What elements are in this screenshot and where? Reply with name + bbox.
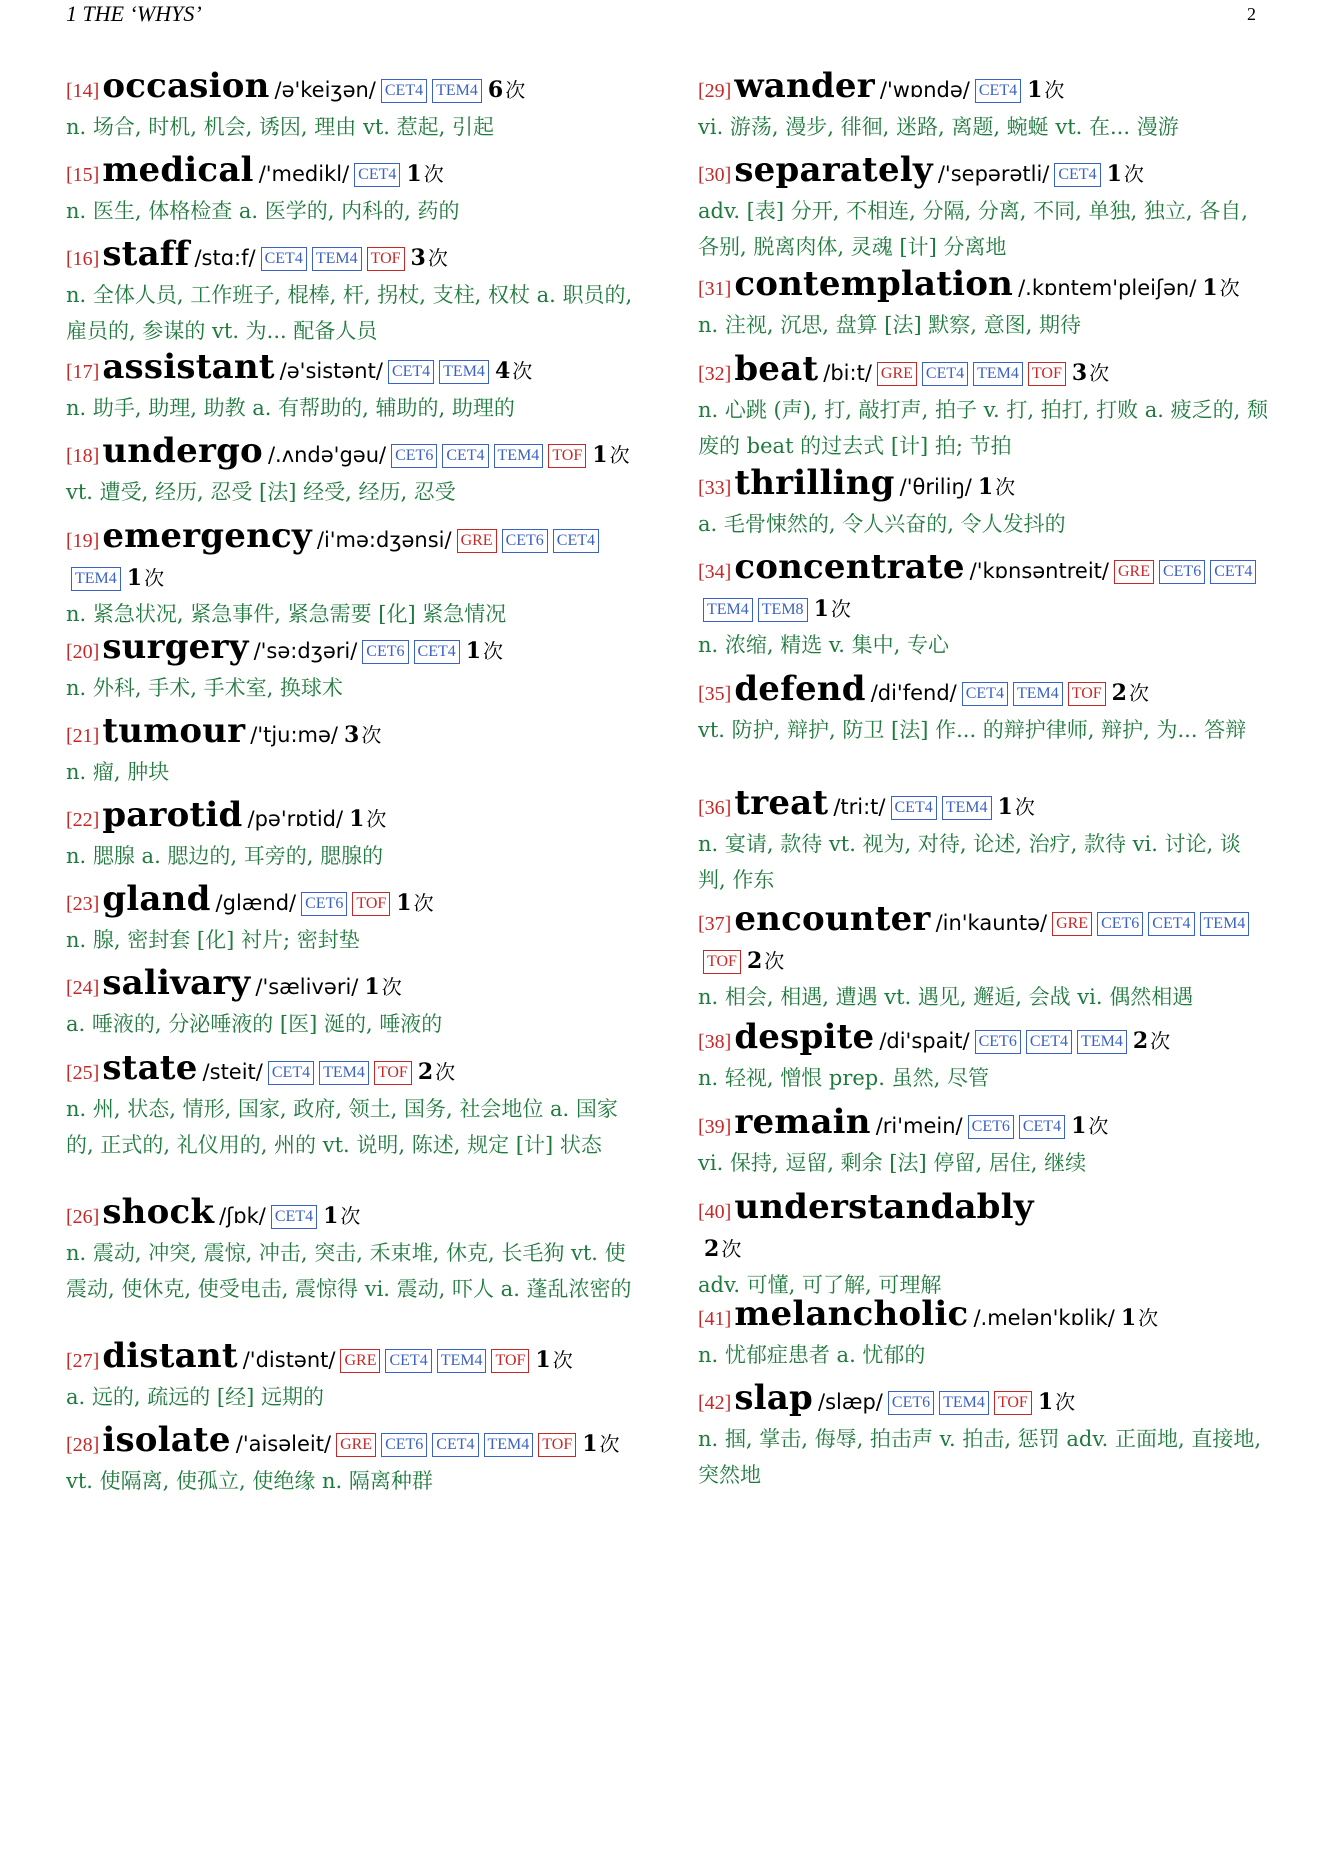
phonetic: /'sə:dʒəri/ [253,639,358,663]
entry-index: [16] [66,248,100,270]
entry-index: [19] [66,530,100,552]
entry-index: [41] [698,1308,732,1330]
definition: a. 毛骨悚然的, 令人兴奋的, 令人发抖的 [698,512,1066,536]
definition: n. 医生, 体格检查 a. 医学的, 内科的, 药的 [66,199,460,223]
entry-headline [698,152,1268,193]
exam-tag: GRE [457,529,497,553]
page-number: 2 [1247,3,1256,24]
frequency-count: 1 [1202,275,1218,301]
exam-tag: CET6 [975,1030,1021,1054]
phonetic: /'wɒndə/ [879,78,970,102]
phonetic: /steit/ [202,1060,263,1084]
exam-tag: TOF [703,950,741,974]
frequency-unit: 次 [1128,681,1149,705]
running-title: 1 THE ‘WHYS’ [66,1,202,26]
entry-headline [66,349,636,390]
exam-tag: TEM4 [432,79,482,103]
entry-headline [698,68,1268,109]
definition: n. 注视, 沉思, 盘算 [法] 默察, 意图, 期待 [698,313,1082,337]
definition: n. 震动, 冲突, 震惊, 冲击, 突击, 禾束堆, 休克, 长毛狗 vt. 使震动, 使休克, 使受电击, 震惊得 vi. 震动, 吓人 a. 蓬乱浓密的 [66,1241,632,1301]
definition: n. 浓缩, 精选 v. 集中, 专心 [698,633,949,657]
exam-tag: TOF [374,1061,412,1085]
entry-index: [21] [66,725,100,747]
vocab-entry [698,1189,1268,1303]
exam-tag: CET6 [381,1433,427,1457]
entry-index: [40] [698,1201,732,1223]
definition: adv. [表] 分开, 不相连, 分隔, 分离, 不同, 单独, 独立, 各自, 各别, 脱离肉体, 灵魂 [计] 分离地 [698,199,1248,259]
frequency-unit: 次 [340,1204,361,1228]
entry-headline [66,1338,636,1379]
exam-tag: TOF [1028,362,1066,386]
entry-headline [698,785,1268,826]
vocab-entry [698,465,1268,542]
entry-index: [37] [698,913,732,935]
frequency-unit: 次 [599,1432,620,1456]
exam-tag: CET4 [271,1205,317,1229]
headword: remain [734,1102,871,1142]
headword: tumour [102,711,246,751]
phonetic: /ʃɒk/ [219,1204,266,1228]
entry-index: [15] [66,164,100,186]
headword: beat [734,349,819,389]
frequency-count: 1 [465,638,482,664]
frequency-unit: 次 [366,807,387,831]
exam-tag: TEM4 [439,360,489,384]
entry-headline [66,518,636,596]
exam-tag: CET6 [362,640,408,664]
phonetic: /i'mə:dʒənsi/ [316,528,452,552]
phonetic: /'tju:mə/ [250,723,339,747]
frequency-unit: 次 [144,566,165,590]
headword: staff [102,234,190,274]
exam-tag: CET6 [301,892,347,916]
frequency-unit: 次 [721,1237,742,1261]
exam-tag: CET6 [1097,912,1143,936]
frequency-unit: 次 [995,475,1016,499]
exam-tag: TEM4 [703,598,753,622]
frequency-count: 1 [1037,1389,1054,1415]
frequency-unit: 次 [1014,795,1035,819]
phonetic: /ə'sistənt/ [279,359,383,383]
phonetic: /'sælivəri/ [255,975,359,999]
entry-headline [698,266,1268,307]
vocab-entry [698,152,1268,265]
headword: assistant [102,347,275,387]
frequency-unit: 次 [1123,162,1144,186]
frequency-count: 3 [410,245,426,271]
entry-headline [698,351,1268,392]
headword: isolate [102,1420,231,1460]
definition: vi. 游荡, 漫步, 徘徊, 迷路, 离题, 蜿蜒 vt. 在... 漫游 [698,115,1179,139]
entry-headline [698,1104,1268,1145]
exam-tag: TEM4 [484,1433,534,1457]
exam-tag: GRE [1052,912,1092,936]
headword: thrilling [734,463,895,503]
exam-tag: TEM4 [1200,912,1250,936]
frequency-unit: 次 [435,1060,456,1084]
phonetic: /di'fend/ [870,681,957,705]
exam-tag: CET4 [1210,560,1256,584]
exam-tag: TOF [1068,682,1106,706]
headword: contemplation [734,264,1014,304]
frequency-unit: 次 [512,359,533,383]
vocab-entry [66,965,636,1042]
vocab-entry [698,785,1268,898]
entry-index: [14] [66,80,100,102]
entry-index: [22] [66,809,100,831]
entry-index: [28] [66,1434,100,1456]
frequency-unit: 次 [552,1348,573,1372]
headword: surgery [102,627,249,667]
entry-headline [66,1194,636,1235]
headword: undergo [102,431,263,471]
entry-index: [23] [66,893,100,915]
definition: n. 州, 状态, 情形, 国家, 政府, 领土, 国务, 社会地位 a. 国家的, 正式的, 礼仪用的, 州的 vt. 说明, 陈述, 规定 [计] 状态 [66,1097,618,1157]
exam-tag: TEM4 [312,247,362,271]
definition: n. 全体人员, 工作班子, 棍棒, 杆, 拐杖, 支柱, 权杖 a. 职员的, 雇员的, 参谋的 vt. 为... 配备人员 [66,283,633,343]
headword: encounter [734,899,931,939]
frequency-unit: 次 [413,891,434,915]
exam-tag: CET4 [1019,1115,1065,1139]
phonetic: /pə'rɒtid/ [247,807,344,831]
headword: state [102,1048,198,1088]
frequency-unit: 次 [764,949,785,973]
exam-tag: TEM4 [942,796,992,820]
frequency-count: 1 [1027,77,1043,103]
entry-index: [20] [66,641,100,663]
frequency-unit: 次 [505,78,526,102]
exam-tag: CET4 [1054,163,1100,187]
entry-headline [66,797,636,838]
vocab-entry [66,797,636,874]
vocab-entry [698,1296,1268,1373]
definition: a. 远的, 疏远的 [经] 远期的 [66,1385,324,1409]
exam-tag: CET4 [414,640,460,664]
phonetic: /in'kauntə/ [935,911,1048,935]
exam-tag: CET6 [391,444,437,468]
frequency-count: 1 [535,1347,551,1373]
exam-tag: TEM8 [758,598,808,622]
definition: n. 瘤, 肿块 [66,760,170,784]
entry-headline [66,713,636,754]
exam-tag: TEM4 [319,1061,369,1085]
entry-index: [24] [66,977,100,999]
entry-headline [66,433,636,474]
entry-index: [42] [698,1392,732,1414]
frequency-count: 3 [344,722,360,748]
entry-headline [698,671,1268,712]
vocab-entry [698,266,1268,343]
vocab-entry [66,629,636,706]
definition: a. 唾液的, 分泌唾液的 [医] 涎的, 唾液的 [66,1012,443,1036]
exam-tag: CET4 [268,1061,314,1085]
vocab-entry [698,351,1268,464]
entry-headline [66,881,636,922]
exam-tag: CET6 [502,529,548,553]
headword: separately [734,150,933,190]
entry-index: [36] [698,797,732,819]
phonetic: /'kɒnsəntreit/ [969,559,1109,583]
definition: n. 忧郁症患者 a. 忧郁的 [698,1343,926,1367]
exam-tag: CET4 [432,1433,478,1457]
frequency-count: 1 [1071,1113,1087,1139]
vocab-entry [698,68,1268,145]
entry-index: [38] [698,1031,732,1053]
entry-index: [32] [698,363,732,385]
frequency-count: 2 [417,1059,434,1085]
exam-tag: TEM4 [437,1349,487,1373]
headword: emergency [102,516,312,556]
vocab-entry [698,901,1268,1015]
headword: shock [102,1192,215,1232]
exam-tag: CET4 [1026,1030,1072,1054]
exam-tag: CET4 [381,79,427,103]
headword: distant [102,1336,238,1376]
phonetic: /'distənt/ [242,1348,336,1372]
entry-index: [18] [66,445,100,467]
vocab-entry [66,1338,636,1415]
headword: melancholic [734,1294,969,1334]
definition: n. 相会, 相遇, 遭遇 vt. 遇见, 邂逅, 会战 vi. 偶然相遇 [698,985,1194,1009]
definition: adv. 可懂, 可了解, 可理解 [698,1273,942,1297]
definition: n. 场合, 时机, 机会, 诱因, 理由 vt. 惹起, 引起 [66,115,494,139]
vocab-entry [66,349,636,426]
exam-tag: CET4 [1148,912,1194,936]
entry-index: [30] [698,164,732,186]
vocab-entry [698,1104,1268,1181]
phonetic: /tri:t/ [833,795,886,819]
headword: gland [102,879,211,919]
frequency-unit: 次 [1055,1390,1076,1414]
entry-index: [29] [698,80,732,102]
entry-headline [698,901,1268,979]
entry-headline [66,152,636,193]
entry-index: [26] [66,1206,100,1228]
entry-headline [698,1296,1268,1337]
entry-headline [698,1189,1268,1267]
entry-index: [35] [698,683,732,705]
headword: medical [102,150,254,190]
running-header [66,0,1256,28]
vocab-entry [66,881,636,958]
definition: vt. 防护, 辩护, 防卫 [法] 作... 的辩护律师, 辩护, 为... 答辩 [698,718,1247,742]
exam-tag: GRE [877,362,917,386]
vocab-entry [66,713,636,790]
headword: salivary [102,963,251,1003]
entry-headline [66,68,636,109]
entry-headline [66,236,636,277]
frequency-unit: 次 [1150,1029,1171,1053]
exam-tag: TEM4 [1077,1030,1127,1054]
frequency-count: 1 [997,794,1013,820]
phonetic: /'θriliŋ/ [899,475,972,499]
frequency-count: 6 [487,77,504,103]
headword: concentrate [734,547,965,587]
frequency-unit: 次 [1088,1114,1109,1138]
exam-tag: CET4 [975,79,1021,103]
entry-index: [17] [66,361,100,383]
vocab-entry [66,68,636,145]
exam-tag: TOF [994,1391,1032,1415]
exam-tag: TOF [352,892,390,916]
vocab-entry [698,671,1268,748]
frequency-count: 1 [1106,161,1122,187]
exam-tag: TEM4 [939,1391,989,1415]
entry-headline [698,1380,1268,1421]
exam-tag: CET4 [962,682,1008,706]
phonetic: /ə'keiʒən/ [274,78,376,102]
frequency-count: 1 [977,474,994,500]
exam-tag: CET6 [968,1115,1014,1139]
vocab-entry [698,1019,1268,1096]
exam-tag: CET4 [388,360,434,384]
frequency-unit: 次 [423,162,444,186]
frequency-count: 1 [364,974,380,1000]
entry-index: [34] [698,561,732,583]
exam-tag: TOF [538,1433,576,1457]
frequency-count: 1 [813,596,829,622]
entry-index: [33] [698,477,732,499]
exam-tag: TOF [548,444,586,468]
frequency-unit: 次 [1044,78,1065,102]
phonetic: /bi:t/ [823,361,872,385]
exam-tag: CET4 [261,247,307,271]
frequency-unit: 次 [1138,1306,1159,1330]
vocab-entry [66,1050,636,1163]
vocab-entry [66,1194,636,1307]
frequency-count: 1 [592,442,608,468]
definition: n. 外科, 手术, 手术室, 换球术 [66,676,343,700]
headword: occasion [102,66,270,106]
frequency-count: 4 [494,358,511,384]
entry-index: [39] [698,1116,732,1138]
vocab-entry [698,549,1268,663]
frequency-unit: 次 [381,975,402,999]
entry-index: [25] [66,1062,100,1084]
frequency-count: 1 [396,890,412,916]
frequency-count: 2 [746,948,763,974]
frequency-count: 2 [1111,680,1127,706]
frequency-unit: 次 [361,723,382,747]
phonetic: /ri'mein/ [875,1114,963,1138]
headword: understandably [734,1187,1034,1227]
frequency-count: 1 [349,806,365,832]
headword: parotid [102,795,243,835]
phonetic: /'sepərətli/ [937,162,1050,186]
phonetic: /'medikl/ [258,162,350,186]
phonetic: /slæp/ [818,1390,883,1414]
frequency-unit: 次 [1089,361,1110,385]
phonetic: /di'spait/ [879,1029,970,1053]
frequency-count: 1 [126,565,143,591]
definition: n. 轻视, 憎恨 prep. 虽然, 尽管 [698,1066,989,1090]
exam-tag: CET4 [385,1349,431,1373]
frequency-count: 1 [323,1203,339,1229]
headword: wander [734,66,875,106]
phonetic: /.melən'kɒlik/ [973,1306,1115,1330]
headword: defend [734,669,866,709]
headword: treat [734,783,829,823]
frequency-count: 1 [582,1431,598,1457]
entry-headline [698,465,1268,506]
definition: vi. 保持, 逗留, 剩余 [法] 停留, 居住, 继续 [698,1151,1087,1175]
frequency-count: 3 [1071,360,1088,386]
frequency-count: 1 [1120,1305,1137,1331]
headword: despite [734,1017,875,1057]
frequency-count: 2 [704,1236,720,1262]
frequency-count: 2 [1132,1028,1149,1054]
frequency-unit: 次 [609,443,630,467]
vocab-entry [66,236,636,349]
phonetic: /'aisəleit/ [235,1432,332,1456]
headword: slap [734,1378,813,1418]
entry-headline [698,1019,1268,1060]
entry-index: [31] [698,278,732,300]
phonetic: /.kɒntem'pleiʃən/ [1018,276,1197,300]
frequency-unit: 次 [1219,276,1240,300]
entry-headline [66,629,636,670]
exam-tag: CET6 [888,1391,934,1415]
frequency-unit: 次 [427,246,448,270]
exam-tag: CET4 [553,529,599,553]
definition: n. 腺, 密封套 [化] 衬片; 密封垫 [66,928,360,952]
definition: vt. 遭受, 经历, 忍受 [法] 经受, 经历, 忍受 [66,480,456,504]
vocab-entry [66,433,636,510]
phonetic: /stɑ:f/ [194,246,256,270]
frequency-count: 1 [406,161,422,187]
entry-headline [66,965,636,1006]
entry-headline [66,1050,636,1091]
exam-tag: TEM4 [494,444,544,468]
exam-tag: CET4 [891,796,937,820]
vocab-entry [66,518,636,632]
phonetic: /.ʌndə'gəu/ [267,443,387,467]
exam-tag: GRE [336,1433,376,1457]
entry-headline [66,1422,636,1463]
frequency-unit: 次 [483,639,504,663]
definition: n. 紧急状况, 紧急事件, 紧急需要 [化] 紧急情况 [66,602,507,626]
exam-tag: CET6 [1159,560,1205,584]
entry-headline [698,549,1268,627]
vocab-entry [698,1380,1268,1493]
exam-tag: TEM4 [973,362,1023,386]
exam-tag: TEM4 [1013,682,1063,706]
exam-tag: GRE [1114,560,1154,584]
definition: n. 助手, 助理, 助教 a. 有帮助的, 辅助的, 助理的 [66,396,515,420]
definition: vt. 使隔离, 使孤立, 使绝缘 n. 隔离种群 [66,1469,433,1493]
vocab-entry [66,152,636,229]
entry-index: [27] [66,1350,100,1372]
exam-tag: CET4 [922,362,968,386]
vocab-entry [66,1422,636,1499]
phonetic: /glænd/ [215,891,297,915]
definition: n. 心跳 (声), 打, 敲打声, 拍子 v. 打, 拍打, 打败 a. 疲乏的, 颓废的 beat 的过去式 [计] 拍; 节拍 [698,398,1268,458]
exam-tag: CET4 [354,163,400,187]
exam-tag: GRE [340,1349,380,1373]
exam-tag: TOF [367,247,405,271]
definition: n. 宴请, 款待 vt. 视为, 对待, 论述, 治疗, 款待 vi. 讨论, 谈判, 作东 [698,832,1241,892]
exam-tag: TEM4 [71,567,121,591]
definition: n. 掴, 掌击, 侮辱, 拍击声 v. 拍击, 惩罚 adv. 正面地, 直接地, 突然地 [698,1427,1262,1487]
frequency-unit: 次 [830,597,851,621]
exam-tag: CET4 [442,444,488,468]
definition: n. 腮腺 a. 腮边的, 耳旁的, 腮腺的 [66,844,384,868]
exam-tag: TOF [491,1349,529,1373]
